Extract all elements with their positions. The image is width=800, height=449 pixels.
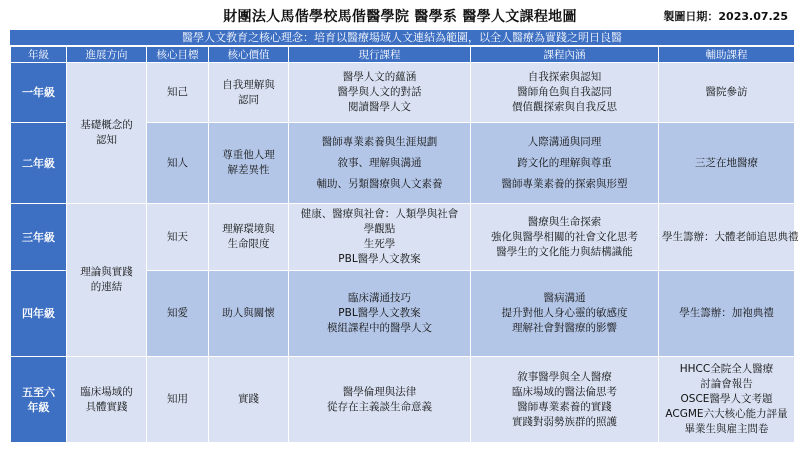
value-cell: 助人與關懷	[209, 271, 289, 357]
aux-cell: HHCC全院全人醫療 討論會報告 OSCE醫學人文考題 ACGME六大核心能力評量 畢業生與雇主問卷	[659, 357, 795, 443]
aux-cell: 學生籌辦：大體老師追思典禮	[659, 204, 795, 271]
table-header-row	[11, 47, 795, 63]
content-cell: 自我探索與認知 醫師角色與自我認同 價值觀探索與自我反思	[471, 63, 659, 123]
value-cell: 自我理解與 認同	[209, 63, 289, 123]
table-row	[11, 204, 795, 271]
curriculum-map-table	[10, 46, 799, 443]
value-cell: 理解環境與 生命限度	[209, 204, 289, 271]
content-cell: 敘事醫學與全人醫療 臨床場域的醫法倫思考 醫師專業素養的實踐 實踐對弱勢族群的照護	[471, 357, 659, 443]
courses-cell: 醫學倫理與法律 從存在主義談生命意義	[289, 357, 471, 443]
courses-cell: 醫師專業素養與生涯規劃 敘事、理解與溝通 輔助、另類醫療與人文素養	[289, 123, 471, 204]
grade-cell: 五至六 年級	[11, 357, 67, 443]
core-concept-banner: 醫學人文教育之核心理念：培育以醫療場域人文連結為範圍，以全人醫療為實踐之明日良醫	[10, 30, 794, 45]
col-header-value: 核心價值	[209, 47, 289, 63]
direction-cell: 理論與實踐 的連結	[67, 204, 147, 357]
content-cell: 醫病溝通 提升對他人身心靈的敏感度 理解社會對醫療的影響	[471, 271, 659, 357]
courses-cell: 臨床溝通技巧 PBL醫學人文教案 模組課程中的醫學人文	[289, 271, 471, 357]
aux-cell: 醫院參訪	[659, 63, 795, 123]
page-header	[0, 0, 800, 30]
aux-cell: 學生籌辦：加袍典禮	[659, 271, 795, 357]
table-row	[11, 63, 795, 123]
aux-cell: 三芝在地醫療	[659, 123, 795, 204]
col-header-goal: 核心目標	[147, 47, 209, 63]
col-header-aux: 輔助課程	[659, 47, 795, 63]
col-header-content: 課程內涵	[471, 47, 659, 63]
table-row	[11, 357, 795, 443]
col-header-direction: 進展方向	[67, 47, 147, 63]
value-cell: 實踐	[209, 357, 289, 443]
page-title: 財團法人馬偕學校馬偕醫學院 醫學系 醫學人文課程地圖	[223, 9, 577, 25]
goal-cell: 知己	[147, 63, 209, 123]
grade-cell: 四年級	[11, 271, 67, 357]
col-header-courses: 現行課程	[289, 47, 471, 63]
value-cell: 尊重他人理 解差異性	[209, 123, 289, 204]
grade-cell: 二年級	[11, 123, 67, 204]
courses-cell: 醫學人文的蘊涵 醫學與人文的對話 閱讀醫學人文	[289, 63, 471, 123]
content-cell: 醫療與生命探索 強化與醫學相關的社會文化思考 醫學生的文化能力與結構識能	[471, 204, 659, 271]
courses-cell: 健康、醫療與社會：人類學與社會 學觀點 生死學 PBL醫學人文教案	[289, 204, 471, 271]
goal-cell: 知用	[147, 357, 209, 443]
goal-cell: 知愛	[147, 271, 209, 357]
goal-cell: 知天	[147, 204, 209, 271]
creation-date: 製圖日期：2023.07.25	[663, 10, 788, 23]
grade-cell: 三年級	[11, 204, 67, 271]
grade-cell: 一年級	[11, 63, 67, 123]
direction-cell: 基礎概念的 認知	[67, 63, 147, 204]
content-cell: 人際溝通與同理 跨文化的理解與尊重 醫師專業素養的探索與形塑	[471, 123, 659, 204]
col-header-grade: 年級	[11, 47, 67, 63]
direction-cell: 臨床場域的 具體實踐	[67, 357, 147, 443]
goal-cell: 知人	[147, 123, 209, 204]
